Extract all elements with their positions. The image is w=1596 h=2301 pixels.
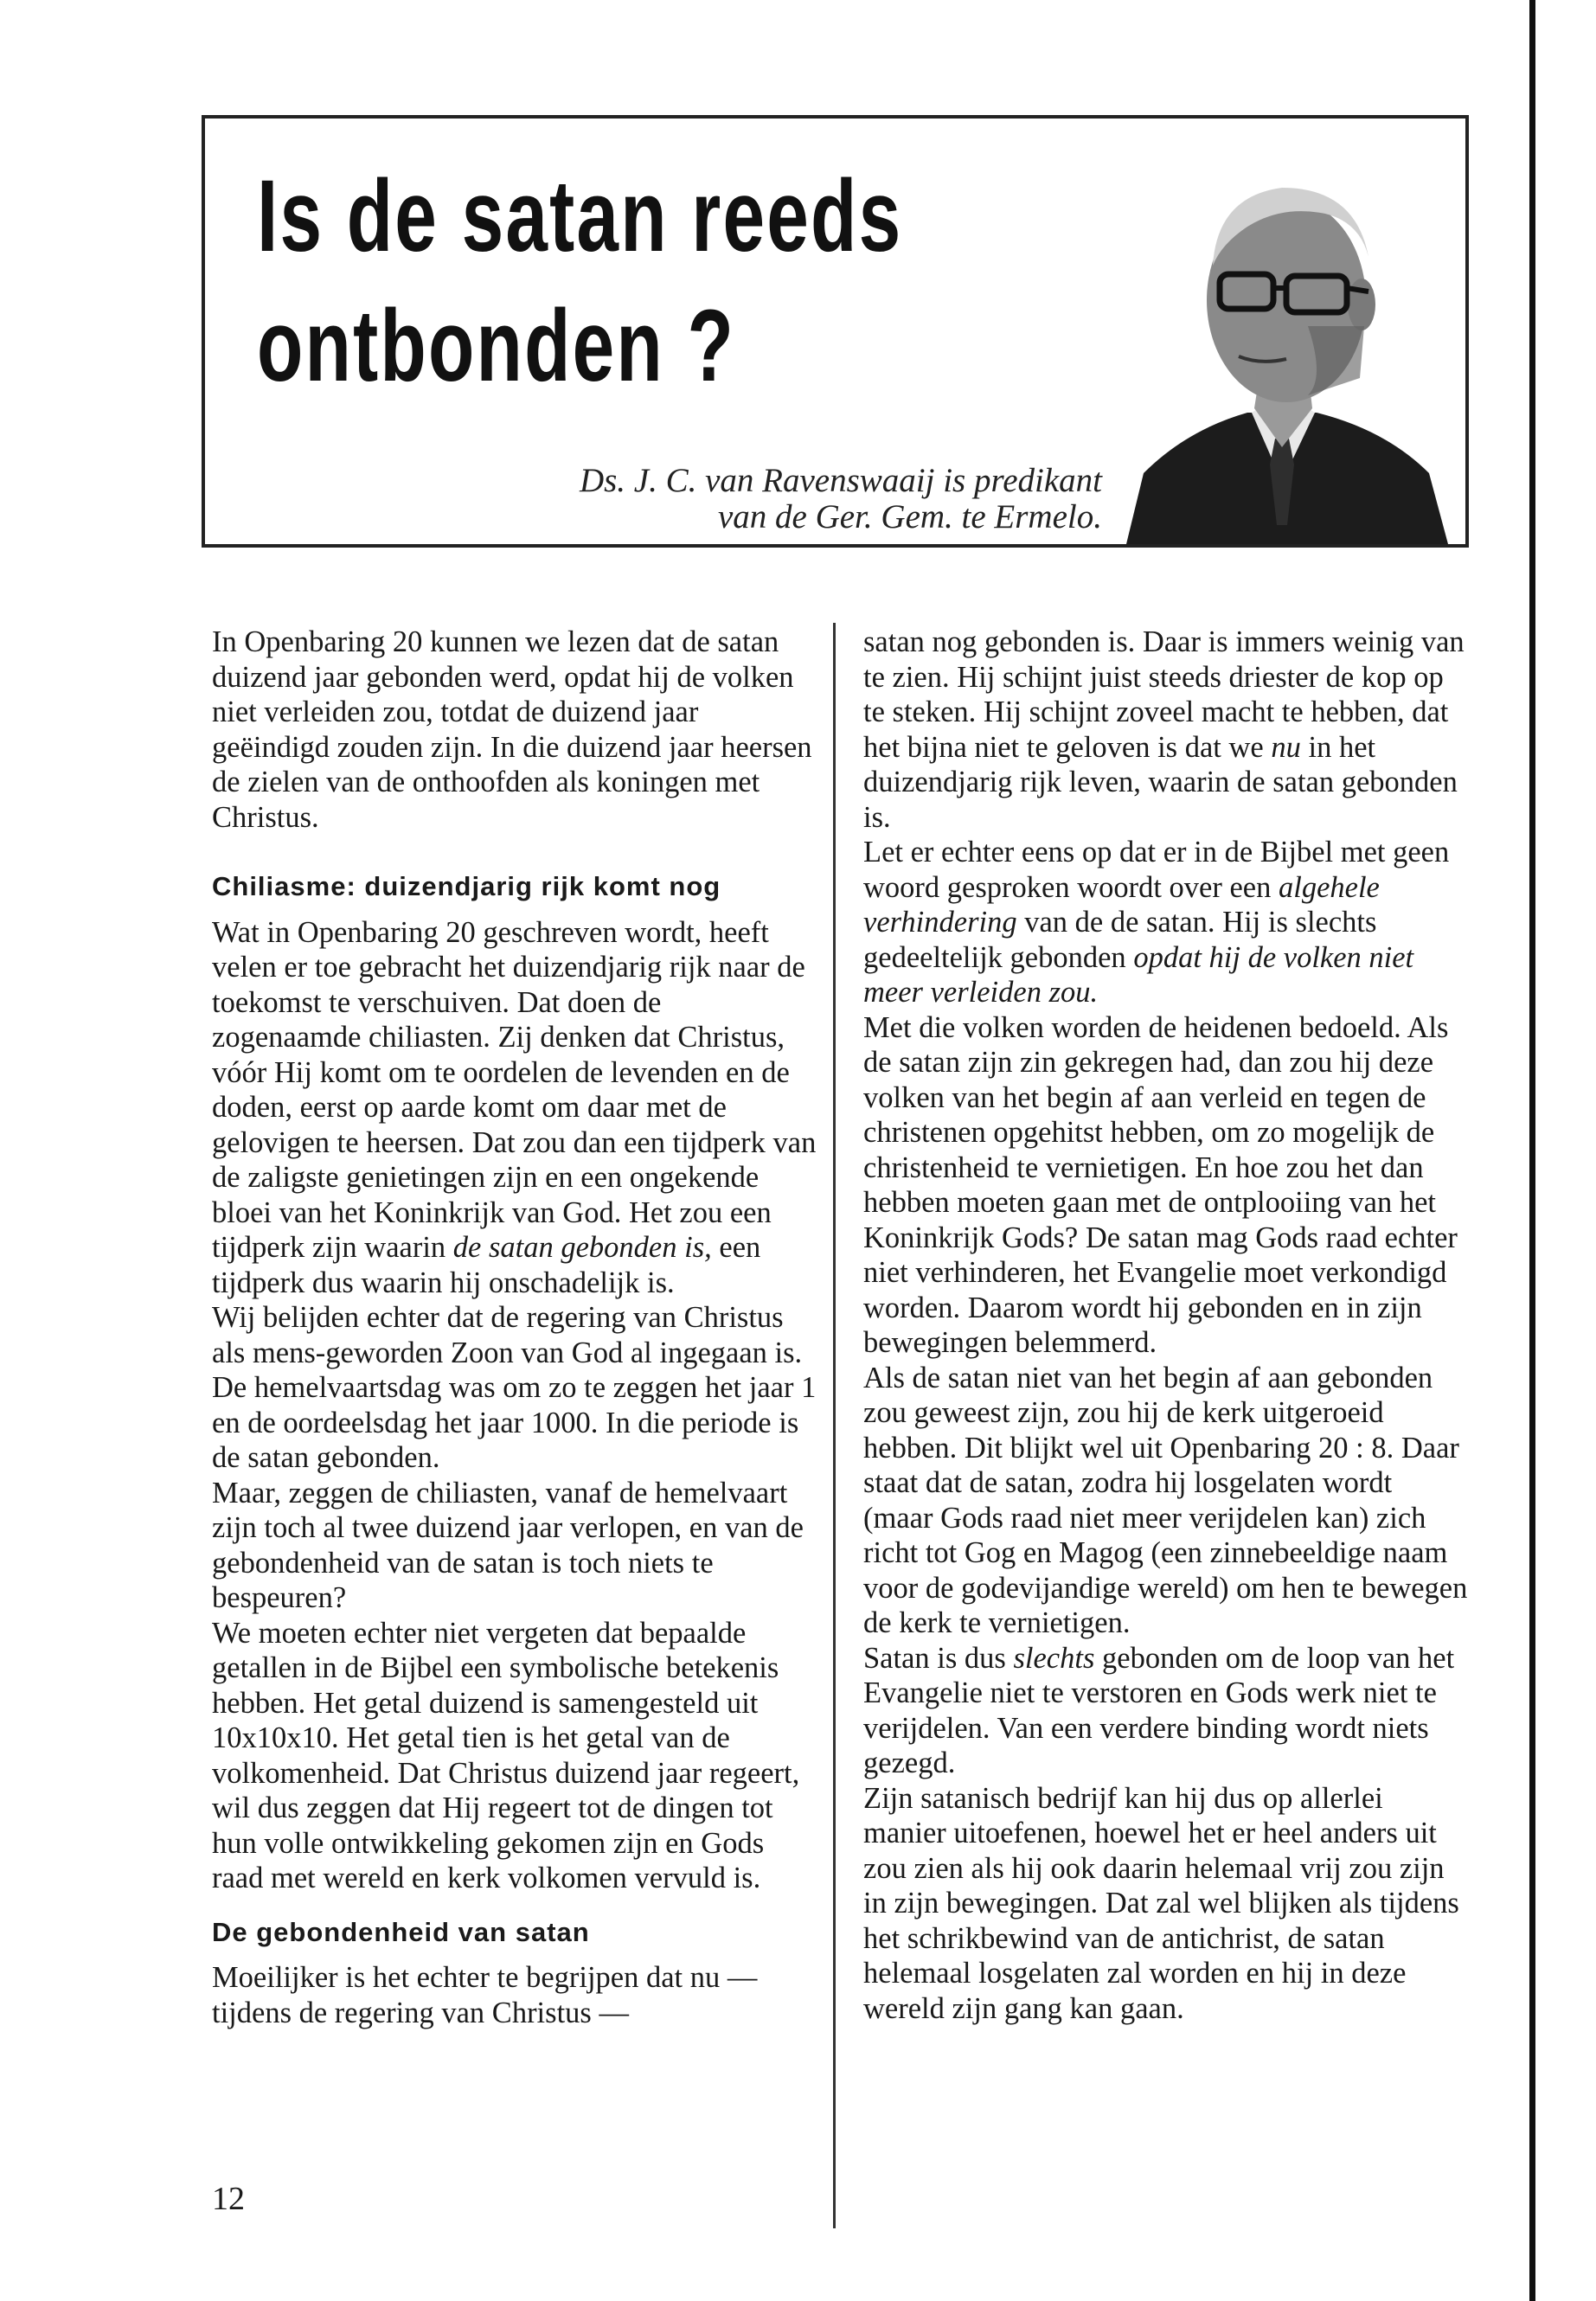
- text-run: satan nog gebonden is. Daar is immers weinig van te zien. Hij schijnt juist steeds driester de kop op te steken. Hij schijnt zoveel macht te hebben, dat het bijna niet te geloven is dat we: [863, 625, 1465, 764]
- page-number: 12: [212, 2181, 245, 2217]
- text-run: gebonden om de loop van het Evangelie niet te verstoren en Gods werk niet te verijdelen. Van een verdere binding wordt niets gezegd.: [863, 1641, 1455, 1779]
- author-portrait: [1109, 119, 1455, 544]
- byline-line-1: Ds. J. C. van Ravenswaaij is predikant: [579, 462, 1102, 499]
- intro-paragraph: In Openbaring 20 kunnen we lezen dat de satan duizend jaar gebonden werd, opdat hij de volken niet verleiden zou, totdat de duizend jaar geëindigd zouden zijn. In die duizend jaar heersen de zielen van de onthoofden als koningen met Christus.: [212, 625, 812, 834]
- text-run: Let er echter eens op dat er in de Bijbel met geen woord gesproken woordt over een: [863, 836, 1450, 904]
- subheading-chiliasme: Chiliasme: duizendjarig rijk komt nog: [212, 871, 721, 901]
- paragraph: [863, 835, 1469, 1010]
- article-header: [202, 115, 1469, 548]
- byline-line-2: van de Ger. Gem. te Ermelo.: [717, 498, 1102, 535]
- text-run: Wat in Openbaring 20 geschreven wordt, heeft velen er toe gebracht het duizendjarig rijk naar de toekomst te verschuiven. Dat doen de zogenaamde chiliasten. Zij denken dat Christus, vóór Hij komt om te oordelen de levenden en de doden, eerst op aarde komt om daar met de gelovigen te heersen. Dat zou dan een tijdperk van de zaligste genietingen zijn en een ongekende bloei van het Koninkrijk van God. Het zou een tijdperk zijn waarin: [212, 915, 817, 1264]
- emphasis-text: nu: [1271, 730, 1301, 764]
- paragraph: [212, 915, 817, 1301]
- right-column: [863, 625, 1469, 2026]
- title-line-2: ontbonden ?: [257, 289, 736, 403]
- paragraph: [863, 1641, 1469, 1781]
- paragraph: Als de satan niet van het begin af aan gebonden zou geweest zijn, zou hij de kerk uitgeroeid hebben. Dit blijkt wel uit Openbaring 20 : 8. Daar staat dat de satan, zodra hij losgelaten wordt (maar Gods raad niet meer verijdelen kan) zich richt tot Gog en Magog (een zinnebeeldige naam voor de godevijandige wereld) om hen te bewegen de kerk te vernietigen.: [863, 1361, 1468, 1639]
- paragraph: Met die volken worden de heidenen bedoeld. Als de satan zijn zin gekregen had, dan zou hij deze volken van het begin af aan verleid en tegen de christenen opgehitst hebben, om zo mogelijk de christenheid te vernietigen. En hoe zou het dan hebben moeten gaan met de ontplooiing van het Koninkrijk Gods? De satan mag Gods raad echter niet verhinderen, het Evangelie moet verkondigd worden. Daarom wordt hij gebonden en in zijn bewegingen belemmerd.: [863, 1010, 1458, 1359]
- emphasis-text: de satan gebonden is,: [452, 1231, 712, 1264]
- subheading-gebondenheid: De gebondenheid van satan: [212, 1916, 590, 1947]
- emphasis-text: opdat hij de volken niet meer verleiden zou.: [863, 940, 1414, 1009]
- scan-edge-line: [1529, 0, 1535, 2301]
- text-run: Satan is dus: [863, 1641, 1006, 1675]
- left-column: [212, 625, 817, 2030]
- text-run: in het duizendjarig rijk leven, waarin de satan gebonden is.: [863, 730, 1458, 834]
- author-byline: [580, 463, 1102, 535]
- emphasis-text: slechts: [1013, 1641, 1095, 1675]
- emphasis-text: algehele verhindering: [863, 870, 1380, 939]
- column-divider: [833, 623, 836, 2228]
- paragraph: Maar, zeggen de chiliasten, vanaf de hemelvaart zijn toch al twee duizend jaar verlopen, en van de gebondenheid van de satan is toch niets te bespeuren?: [212, 1476, 804, 1614]
- article-title: [257, 151, 902, 411]
- text-run: van de de satan. Hij is slechts gedeeltelijk gebonden: [863, 906, 1377, 974]
- paragraph: Moeilijker is het echter te begrijpen dat nu — tijdens de regering van Christus —: [212, 1961, 758, 2029]
- paragraph: Wij belijden echter dat de regering van Christus als mens-geworden Zoon van God al ingegaan is. De hemelvaartsdag was om zo te zeggen het jaar 1 en de oordeelsdag het jaar 1000. In die periode is de satan gebonden.: [212, 1301, 817, 1474]
- paragraph: Zijn satanisch bedrijf kan hij dus op allerlei manier uitoefenen, hoewel het er heel anders uit zou zien als hij ook daarin helemaal vrij zou zijn in zijn bewegingen. Dat zal wel blijken als tijdens het schrikbewind van de antichrist, de satan helemaal losgelaten zal worden en hij in deze wereld zijn gang kan gaan.: [863, 1781, 1459, 2025]
- text-run: een tijdperk dus waarin hij onschadelijk is.: [212, 1231, 761, 1299]
- title-line-1: Is de satan reeds: [257, 159, 903, 273]
- paragraph: [863, 625, 1469, 835]
- paragraph: We moeten echter niet vergeten dat bepaalde getallen in de Bijbel een symbolische betekenis hebben. Het getal duizend is samengesteld uit 10x10x10. Het getal tien is het getal van de volkomenheid. Dat Christus duizend jaar regeert, wil dus zeggen dat Hij regeert tot de dingen tot hun volle ontwikkeling gekomen zijn en Gods raad met wereld en kerk volkomen vervuld is.: [212, 1616, 800, 1894]
